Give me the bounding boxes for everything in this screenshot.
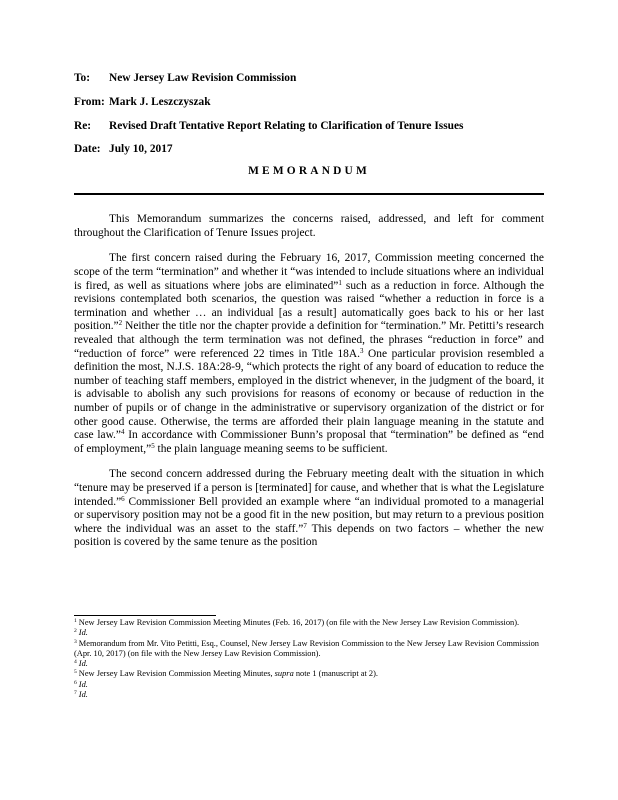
footnote-supra: supra <box>274 669 294 679</box>
memo-body <box>74 213 544 562</box>
footnote-number: 6 <box>74 679 77 686</box>
paragraph-2-text-e: In accordance with Commissioner Bunn’s proposal that “termination” be defined as “end of employment,” <box>74 429 544 455</box>
footnote-ref-5: 5 <box>151 441 155 450</box>
paragraph-2-text-a: The first concern raised during the February 16, 2017, Commission meeting concerned the scope of the term “termination” and whether it “was intended to include situations where an individual is fired, as well as situations where jobs are eliminated” <box>74 252 544 292</box>
memo-title: MEMORANDUM <box>248 165 370 177</box>
paragraph-1-text: This Memorandum summarizes the concerns raised, addressed, and left for comment throughout the Clarification of Tenure Issues project. <box>74 213 544 239</box>
footnote-text: Memorandum from Mr. Vito Petitti, Esq., Counsel, New Jersey Law Revision Commission to the New Jersey Law Revision Commission (Apr. 10, 2017) (on file with the New Jersey Law Revision Commission). <box>74 638 539 658</box>
footnote <box>74 628 548 638</box>
from-value: Mark J. Leszczyszak <box>109 96 211 108</box>
footnote-ref-2: 2 <box>118 319 123 328</box>
footnote-text: Id. <box>78 690 88 700</box>
footnote-ref-6: 6 <box>121 494 125 503</box>
from-label: From: <box>74 96 105 108</box>
paragraph-2-text-d: One particular provision resembled a definition the most, N.J.S. 18A:28-9, “which protects the right of any board of education to reduce the number of teaching staff members, employed in the district whenever, in the judgment of the board, it is advisable to abolish any such provisions for reasons of economy or because of reduction in the number of pupils or of change in the administrative or supervisory organization of the district or for other good cause. Otherwise, the terms are afforded their plain language meaning in the statute and case law.” <box>74 347 544 442</box>
paragraph-2 <box>74 252 544 456</box>
footnote-divider <box>74 615 216 616</box>
footnote-text: Id. <box>78 659 88 669</box>
paragraph-3-text-c: This depends on two factors – whether the new position is covered by the same tenure as the position <box>74 522 544 549</box>
to-value: New Jersey Law Revision Commission <box>109 72 297 84</box>
paragraph-2-text-b: such as a reduction in force. Although the revisions contemplated both scenarios, the question was raised “whether a reduction in force is a termination and whether … an individual [as a result] automatically goes back to his or her last position.” <box>74 279 545 333</box>
to-line <box>74 72 296 84</box>
footnote-text: Id. <box>78 628 88 638</box>
footnote-ref-1: 1 <box>338 278 342 287</box>
paragraph-1 <box>74 213 544 240</box>
footnote-number: 2 <box>74 628 77 635</box>
footnote <box>74 690 548 700</box>
date-line <box>74 143 173 155</box>
footnote-text-tail: note 1 (manuscript at 2). <box>293 669 378 679</box>
header-divider <box>74 193 544 195</box>
re-label: Re: <box>74 120 92 132</box>
footnote-number: 1 <box>74 618 77 624</box>
footnote-ref-4: 4 <box>120 428 125 437</box>
re-line <box>74 120 463 132</box>
re-value: Revised Draft Tentative Report Relating to Clarification of Tenure Issues <box>109 120 464 132</box>
footnotes <box>74 618 548 700</box>
footnote-number: 5 <box>74 669 77 676</box>
to-label: To: <box>74 72 91 84</box>
paragraph-2-text-f: the plain language meaning seems to be sufficient. <box>154 442 388 455</box>
paragraph-3-text-a: The second concern addressed during the February meeting dealt with the situation in which “tenure may be preserved if a person is [terminated] for cause, and whether that is what the Legislature intended.” <box>74 468 544 508</box>
date-label: Date: <box>74 143 101 155</box>
footnote-number: 7 <box>74 690 77 697</box>
footnote <box>74 618 548 628</box>
footnote-text: New Jersey Law Revision Commission Meeting Minutes, <box>78 669 275 679</box>
footnote-number: 4 <box>74 659 77 666</box>
footnote-ref-7: 7 <box>303 521 307 530</box>
paragraph-2-text-c: Neither the title nor the chapter provide a definition for “termination.” Mr. Petitti’s research revealed that although the term termination was not defined, the phrases “reduction in force” and “reduction of force” were referenced 22 times in Title 18A. <box>74 320 544 360</box>
footnote <box>74 659 548 669</box>
footnote <box>74 639 548 660</box>
footnote-text: Id. <box>78 679 88 689</box>
paragraph-3 <box>74 468 544 550</box>
date-value: July 10, 2017 <box>109 143 173 155</box>
footnote <box>74 680 548 690</box>
footnote-text: New Jersey Law Revision Commission Meeting Minutes (Feb. 16, 2017) (on file with the New Jersey Law Revision Commission). <box>78 618 520 627</box>
footnote-ref-3: 3 <box>359 346 364 355</box>
footnote-number: 3 <box>74 638 77 645</box>
footnote <box>74 669 548 679</box>
paragraph-3-text-b: Commissioner Bell provided an example where “an individual promoted to a managerial or supervisory position may not be a good fit in the new position, but may return to a previous position where the individual was an asset to the staff.” <box>74 495 544 535</box>
from-line <box>74 96 211 108</box>
